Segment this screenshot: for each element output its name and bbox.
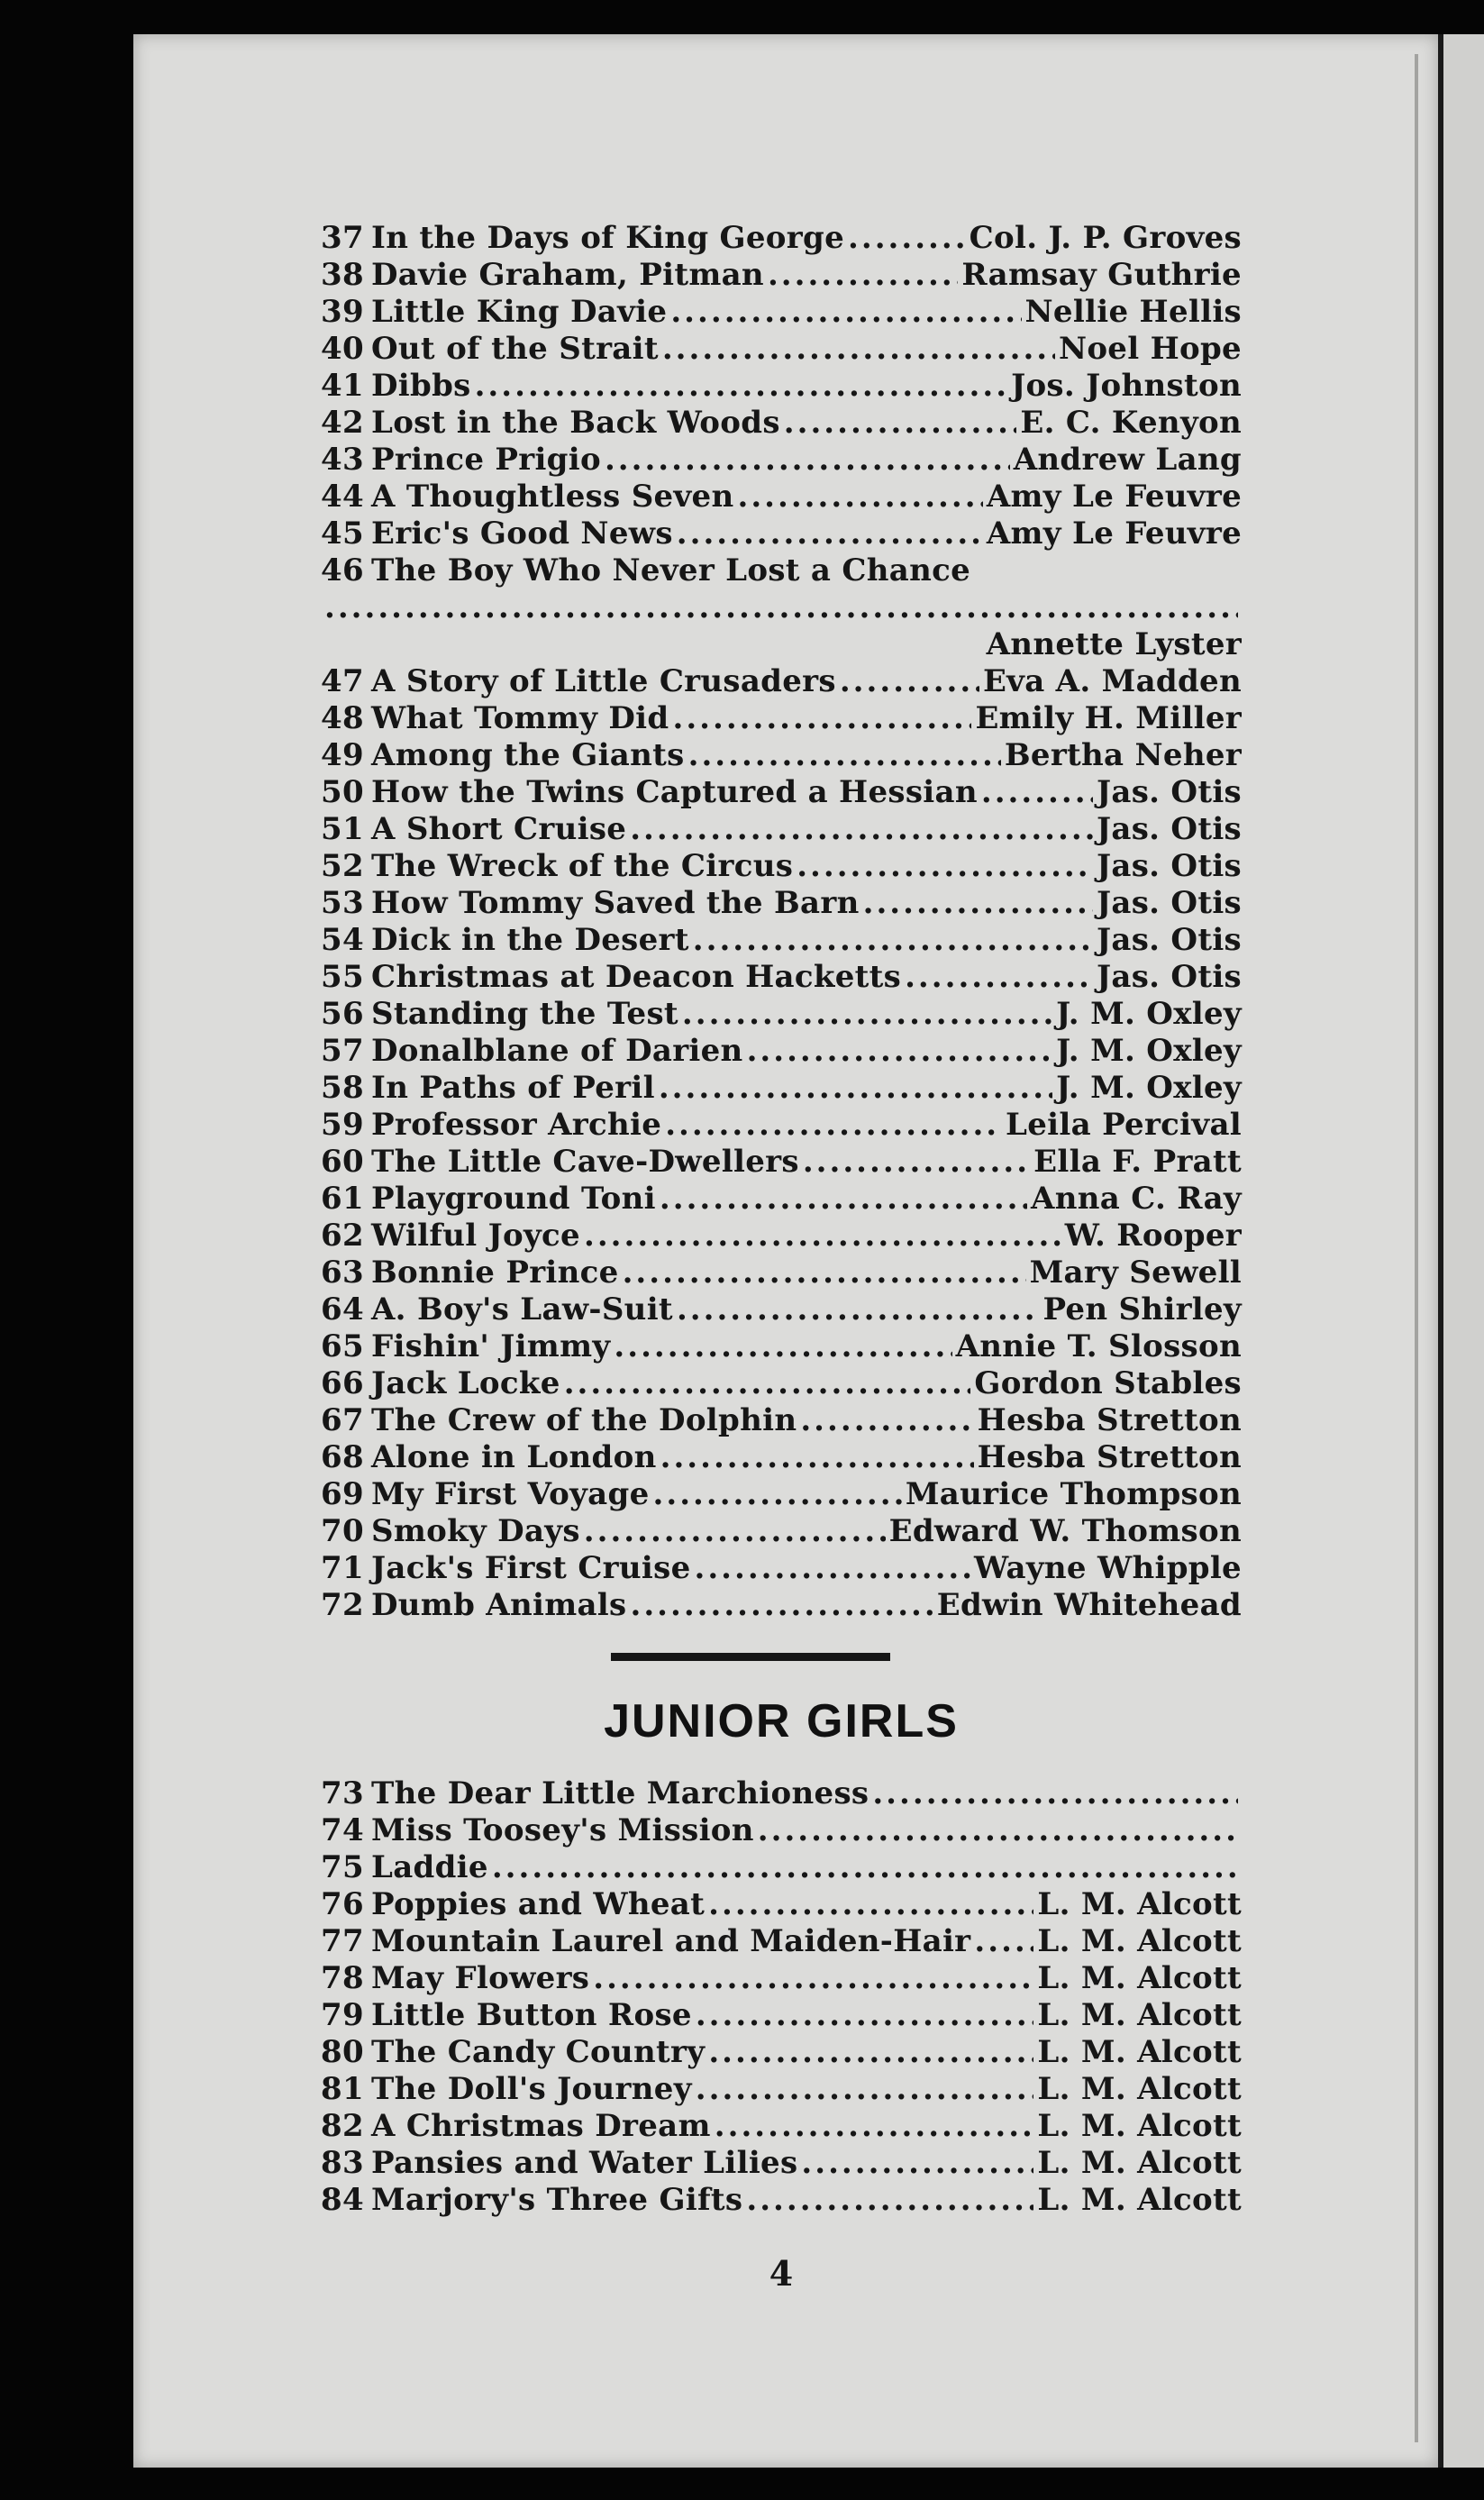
entry-number: 72 bbox=[321, 1587, 364, 1623]
list-item bbox=[321, 663, 1242, 700]
entry-number: 39 bbox=[321, 294, 364, 330]
dot-leader bbox=[747, 1033, 1052, 1070]
entry-title: Lost in the Back Woods bbox=[371, 405, 780, 441]
dot-leader bbox=[768, 257, 958, 294]
entry-author: Hesba Stretton bbox=[977, 1402, 1242, 1438]
entry-title: May Flowers bbox=[371, 1960, 590, 1996]
entry-title: In Paths of Peril bbox=[371, 1070, 655, 1106]
dot-leader bbox=[803, 1144, 1030, 1181]
list-item bbox=[321, 885, 1242, 922]
entry-number: 43 bbox=[321, 442, 364, 478]
entry-number: 68 bbox=[321, 1439, 364, 1475]
list-item bbox=[321, 1328, 1242, 1365]
entry-author: Jas. Otis bbox=[1096, 959, 1242, 995]
entry-title: The Boy Who Never Lost a Chance bbox=[371, 552, 971, 589]
dot-leader bbox=[324, 589, 1238, 626]
dot-leader bbox=[630, 811, 1093, 848]
dot-leader bbox=[797, 848, 1093, 885]
entry-author: Mary Sewell bbox=[1029, 1255, 1242, 1291]
list-item bbox=[321, 368, 1242, 405]
entry-author: L. M. Alcott bbox=[1037, 1886, 1242, 1922]
list-item bbox=[321, 1775, 1242, 1812]
entry-author: Jas. Otis bbox=[1096, 848, 1242, 884]
entry-author: L. M. Alcott bbox=[1037, 2034, 1242, 2070]
dot-leader bbox=[708, 2034, 1033, 2071]
list-item bbox=[321, 1255, 1242, 1291]
list-item bbox=[321, 1070, 1242, 1107]
entry-author: Annette Lyster bbox=[986, 626, 1242, 662]
dot-leader bbox=[475, 368, 1007, 405]
entry-author: E. C. Kenyon bbox=[1020, 405, 1242, 441]
entry-title: Fishin' Jimmy bbox=[371, 1328, 611, 1364]
entry-author: Eva A. Madden bbox=[982, 663, 1242, 699]
list-item bbox=[321, 2034, 1242, 2071]
entry-title: Pansies and Water Lilies bbox=[371, 2145, 798, 2181]
entry-title: The Crew of the Dolphin bbox=[371, 1402, 797, 1438]
entry-number: 59 bbox=[321, 1107, 364, 1143]
dot-leader bbox=[981, 774, 1093, 811]
entry-number: 57 bbox=[321, 1033, 364, 1069]
entry-title: A Christmas Dream bbox=[371, 2108, 711, 2144]
list-item bbox=[321, 220, 1242, 257]
list-item bbox=[321, 1033, 1242, 1070]
entry-author: Jas. Otis bbox=[1096, 885, 1242, 921]
entry-number: 51 bbox=[321, 811, 364, 847]
entry-title: A Short Cruise bbox=[371, 811, 627, 847]
dot-leader bbox=[660, 1439, 974, 1476]
entry-author: Edward W. Thomson bbox=[888, 1513, 1242, 1549]
entry-author: L. M. Alcott bbox=[1037, 2071, 1242, 2107]
entry-author: Gordon Stables bbox=[974, 1365, 1242, 1401]
entry-number: 49 bbox=[321, 737, 364, 773]
entry-author: J. M. Oxley bbox=[1056, 1070, 1242, 1106]
dot-leader bbox=[695, 1550, 970, 1587]
entry-number: 80 bbox=[321, 2034, 364, 2070]
entry-title: Jack's First Cruise bbox=[371, 1550, 691, 1586]
dot-leader bbox=[653, 1476, 902, 1513]
list-item bbox=[321, 1144, 1242, 1181]
entry-number: 84 bbox=[321, 2182, 364, 2218]
page-number: 4 bbox=[769, 2253, 794, 2294]
dot-leader bbox=[693, 922, 1093, 959]
entry-number: 65 bbox=[321, 1328, 364, 1364]
list-item bbox=[321, 700, 1242, 737]
list-item bbox=[321, 2145, 1242, 2182]
entry-title: A Story of Little Crusaders bbox=[371, 663, 836, 699]
entry-author: Pen Shirley bbox=[1042, 1291, 1242, 1328]
entry-author: Edwin Whitehead bbox=[936, 1587, 1242, 1623]
entry-number: 81 bbox=[321, 2071, 364, 2107]
entry-number: 61 bbox=[321, 1181, 364, 1217]
entry-number: 54 bbox=[321, 922, 364, 958]
list-item bbox=[321, 257, 1242, 294]
entry-title: Donalblane of Darien bbox=[371, 1033, 743, 1069]
list-item bbox=[321, 1439, 1242, 1476]
entry-author: Amy Le Feuvre bbox=[986, 516, 1242, 552]
dot-leader bbox=[564, 1365, 971, 1402]
entry-title: Christmas at Deacon Hacketts bbox=[371, 959, 902, 995]
dot-leader bbox=[872, 1775, 1238, 1812]
entry-author: Noel Hope bbox=[1058, 331, 1242, 367]
page-edge-shadow bbox=[1415, 54, 1418, 2442]
entry-number: 64 bbox=[321, 1291, 364, 1328]
entry-number: 82 bbox=[321, 2108, 364, 2144]
list-item bbox=[321, 552, 1242, 663]
list-item bbox=[321, 1402, 1242, 1439]
list-item bbox=[321, 737, 1242, 774]
list-item bbox=[321, 1181, 1242, 1218]
list-item bbox=[321, 479, 1242, 516]
dot-leader bbox=[605, 442, 1010, 479]
list-item bbox=[321, 1886, 1242, 1923]
list-item bbox=[321, 2182, 1242, 2219]
dot-leader bbox=[696, 2071, 1034, 2108]
entry-number: 37 bbox=[321, 220, 364, 256]
entry-author: Amy Le Feuvre bbox=[986, 479, 1242, 515]
entry-number: 75 bbox=[321, 1849, 364, 1885]
entry-author: Jas. Otis bbox=[1096, 811, 1242, 847]
list-item bbox=[321, 1476, 1242, 1513]
list-item bbox=[321, 1923, 1242, 1960]
dot-leader bbox=[863, 885, 1093, 922]
entry-title: A. Boy's Law-Suit bbox=[371, 1291, 673, 1328]
dot-leader bbox=[584, 1218, 1061, 1255]
entry-title: Among the Giants bbox=[371, 737, 685, 773]
entry-number: 73 bbox=[321, 1775, 364, 1811]
book-list-girls bbox=[321, 1775, 1242, 2219]
entry-title: Mountain Laurel and Maiden-Hair bbox=[371, 1923, 971, 1959]
entry-title: Marjory's Three Gifts bbox=[371, 2182, 743, 2218]
entry-number: 66 bbox=[321, 1365, 364, 1401]
entry-number: 50 bbox=[321, 774, 364, 810]
entry-title: Smoky Days bbox=[371, 1513, 580, 1549]
entry-author: L. M. Alcott bbox=[1037, 2108, 1242, 2144]
list-item bbox=[321, 2108, 1242, 2145]
list-item bbox=[321, 1550, 1242, 1587]
entry-author: L. M. Alcott bbox=[1037, 1960, 1242, 1996]
entry-title: How the Twins Captured a Hessian bbox=[371, 774, 978, 810]
list-item bbox=[321, 1218, 1242, 1255]
dot-leader bbox=[801, 2145, 1033, 2182]
dot-leader bbox=[623, 1255, 1026, 1291]
entry-title: The Dear Little Marchioness bbox=[371, 1775, 869, 1811]
dot-leader bbox=[593, 1960, 1033, 1997]
entry-title: Alone in London bbox=[371, 1439, 657, 1475]
entry-number: 46 bbox=[321, 552, 364, 589]
dot-leader bbox=[758, 1812, 1238, 1849]
dot-leader bbox=[630, 1587, 933, 1624]
entry-author: Emily H. Miller bbox=[975, 700, 1242, 736]
entry-author: Leila Percival bbox=[1006, 1107, 1242, 1143]
entry-number: 56 bbox=[321, 996, 364, 1032]
list-item bbox=[321, 1997, 1242, 2034]
entry-title: Professor Archie bbox=[371, 1107, 662, 1143]
entry-title: Little Button Rose bbox=[371, 1997, 692, 2033]
entry-number: 41 bbox=[321, 368, 364, 404]
entry-number: 47 bbox=[321, 663, 364, 699]
entry-title: How Tommy Saved the Barn bbox=[371, 885, 860, 921]
entry-number: 62 bbox=[321, 1218, 364, 1254]
list-item bbox=[321, 294, 1242, 331]
entry-title: Dumb Animals bbox=[371, 1587, 627, 1623]
dot-leader bbox=[584, 1513, 886, 1550]
dot-leader bbox=[672, 700, 971, 737]
list-item bbox=[321, 1291, 1242, 1328]
entry-number: 67 bbox=[321, 1402, 364, 1438]
entry-author: Jas. Otis bbox=[1096, 774, 1242, 810]
entry-author: W. Rooper bbox=[1064, 1218, 1242, 1254]
entry-author: Jos. Johnston bbox=[1011, 368, 1242, 404]
book-list-boys bbox=[321, 220, 1242, 1624]
dot-leader bbox=[670, 294, 1021, 331]
list-item bbox=[321, 1960, 1242, 1997]
entry-number: 70 bbox=[321, 1513, 364, 1549]
dot-leader bbox=[738, 479, 983, 516]
dot-leader bbox=[715, 2108, 1034, 2145]
section-heading: JUNIOR GIRLS bbox=[604, 1695, 959, 1747]
entry-number: 78 bbox=[321, 1960, 364, 1996]
list-item bbox=[321, 1849, 1242, 1886]
entry-title: Prince Prigio bbox=[371, 442, 601, 478]
entry-number: 53 bbox=[321, 885, 364, 921]
entry-title: Davie Graham, Pitman bbox=[371, 257, 764, 293]
adjacent-page-edge bbox=[1438, 34, 1484, 2468]
list-item bbox=[321, 405, 1242, 442]
entry-title: A Thoughtless Seven bbox=[371, 479, 734, 515]
entry-title: Out of the Strait bbox=[371, 331, 659, 367]
entry-title: The Wreck of the Circus bbox=[371, 848, 794, 884]
entry-title: Playground Toni bbox=[371, 1181, 656, 1217]
entry-number: 77 bbox=[321, 1923, 364, 1959]
entry-number: 76 bbox=[321, 1886, 364, 1922]
list-item bbox=[321, 774, 1242, 811]
entry-author: L. M. Alcott bbox=[1037, 2145, 1242, 2181]
dot-leader bbox=[677, 516, 983, 552]
dot-leader bbox=[848, 220, 966, 257]
entry-title: Miss Toosey's Mission bbox=[371, 1812, 754, 1848]
entry-title: Eric's Good News bbox=[371, 516, 673, 552]
list-item bbox=[321, 1107, 1242, 1144]
list-item bbox=[321, 516, 1242, 552]
section-divider bbox=[611, 1653, 890, 1661]
list-item bbox=[321, 996, 1242, 1033]
dot-leader bbox=[662, 331, 1055, 368]
list-item bbox=[321, 922, 1242, 959]
entry-title: My First Voyage bbox=[371, 1476, 650, 1512]
entry-title: Poppies and Wheat bbox=[371, 1886, 706, 1922]
entry-author: L. M. Alcott bbox=[1037, 1923, 1242, 1959]
dot-leader bbox=[659, 1070, 1052, 1107]
entry-title: What Tommy Did bbox=[371, 700, 669, 736]
entry-title: The Little Cave-Dwellers bbox=[371, 1144, 799, 1180]
entry-number: 42 bbox=[321, 405, 364, 441]
entry-title: In the Days of King George bbox=[371, 220, 845, 256]
dot-leader bbox=[492, 1849, 1238, 1886]
entry-author: Jas. Otis bbox=[1096, 922, 1242, 958]
entry-author: J. M. Oxley bbox=[1056, 996, 1242, 1032]
entry-title: Bonnie Prince bbox=[371, 1255, 619, 1291]
entry-title: The Candy Country bbox=[371, 2034, 706, 2070]
entry-author: Col. J. P. Groves bbox=[969, 220, 1242, 256]
list-item bbox=[321, 2071, 1242, 2108]
dot-leader bbox=[746, 2182, 1033, 2219]
entry-number: 58 bbox=[321, 1070, 364, 1106]
entry-number: 71 bbox=[321, 1550, 364, 1586]
list-item bbox=[321, 1587, 1242, 1624]
list-item bbox=[321, 442, 1242, 479]
list-item bbox=[321, 848, 1242, 885]
entry-author: Andrew Lang bbox=[1013, 442, 1242, 478]
entry-author: Annie T. Slosson bbox=[955, 1328, 1242, 1364]
entry-title: Dibbs bbox=[371, 368, 471, 404]
entry-number: 79 bbox=[321, 1997, 364, 2033]
entry-number: 83 bbox=[321, 2145, 364, 2181]
dot-leader bbox=[696, 1997, 1034, 2034]
dot-leader bbox=[614, 1328, 951, 1365]
dot-leader bbox=[800, 1402, 973, 1439]
entry-number: 63 bbox=[321, 1255, 364, 1291]
entry-author: L. M. Alcott bbox=[1037, 1997, 1242, 2033]
dot-leader bbox=[708, 1886, 1033, 1923]
entry-author: Anna C. Ray bbox=[1031, 1181, 1242, 1217]
entry-number: 48 bbox=[321, 700, 364, 736]
entry-title: Wilful Joyce bbox=[371, 1218, 580, 1254]
entry-author: Nellie Hellis bbox=[1024, 294, 1242, 330]
list-item bbox=[321, 1513, 1242, 1550]
entry-author: Wayne Whipple bbox=[973, 1550, 1242, 1586]
list-item bbox=[321, 1365, 1242, 1402]
entry-author: Bertha Neher bbox=[1004, 737, 1242, 773]
entry-title: Jack Locke bbox=[371, 1365, 560, 1401]
entry-number: 74 bbox=[321, 1812, 364, 1848]
entry-number: 40 bbox=[321, 331, 364, 367]
list-item bbox=[321, 811, 1242, 848]
dot-leader bbox=[688, 737, 1001, 774]
dot-leader bbox=[784, 405, 1017, 442]
entry-number: 52 bbox=[321, 848, 364, 884]
entry-author: Ramsay Guthrie bbox=[961, 257, 1242, 293]
dot-leader bbox=[660, 1181, 1027, 1218]
entry-author: Maurice Thompson bbox=[905, 1476, 1242, 1512]
entry-author: J. M. Oxley bbox=[1056, 1033, 1242, 1069]
entry-author: Ella F. Pratt bbox=[1033, 1144, 1242, 1180]
entry-number: 55 bbox=[321, 959, 364, 995]
entry-title: Little King Davie bbox=[371, 294, 668, 330]
entry-author: L. M. Alcott bbox=[1037, 2182, 1242, 2218]
entry-title: The Doll's Journey bbox=[371, 2071, 692, 2107]
dot-leader bbox=[905, 959, 1093, 996]
dot-leader bbox=[677, 1291, 1040, 1328]
entry-title: Laddie bbox=[371, 1849, 488, 1885]
entry-number: 69 bbox=[321, 1476, 364, 1512]
entry-title: Standing the Test bbox=[371, 996, 678, 1032]
entry-number: 44 bbox=[321, 479, 364, 515]
list-item bbox=[321, 959, 1242, 996]
list-item bbox=[321, 1812, 1242, 1849]
entry-number: 45 bbox=[321, 516, 364, 552]
list-item bbox=[321, 331, 1242, 368]
dot-leader bbox=[840, 663, 979, 700]
entry-title: Dick in the Desert bbox=[371, 922, 689, 958]
dot-leader bbox=[974, 1923, 1033, 1960]
entry-author: Hesba Stretton bbox=[977, 1439, 1242, 1475]
dot-leader bbox=[665, 1107, 1002, 1144]
dot-leader bbox=[682, 996, 1052, 1033]
entry-number: 38 bbox=[321, 257, 364, 293]
entry-number: 60 bbox=[321, 1144, 364, 1180]
